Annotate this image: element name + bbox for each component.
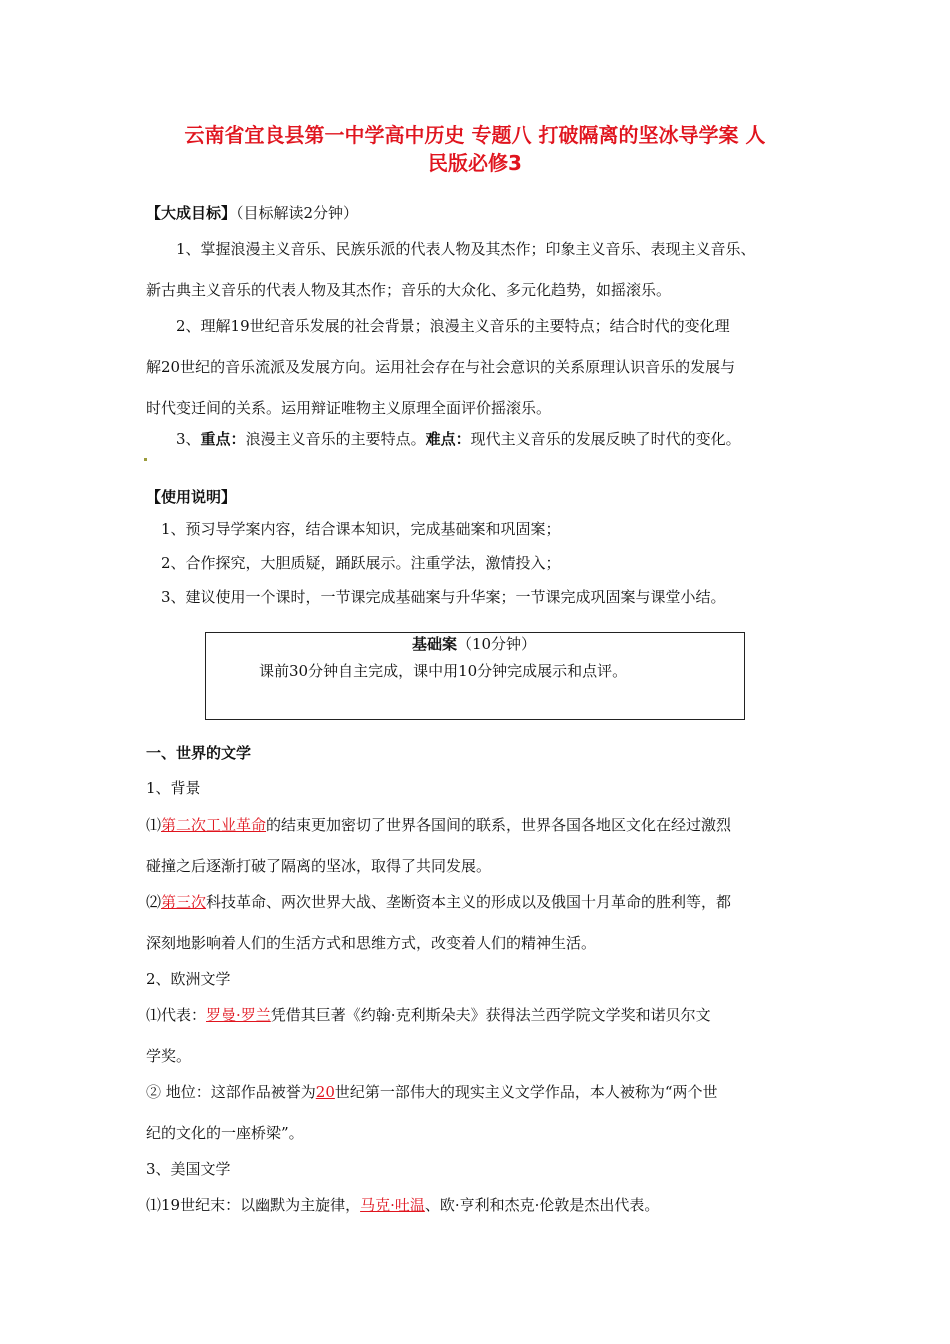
section-1-sub-1: 1、背景 xyxy=(146,779,201,797)
usage-item-1: 1、预习导学案内容，结合课本知识，完成基础案和巩固案； xyxy=(161,520,561,538)
blank-answer-romain-rolland: 罗曼·罗兰 xyxy=(206,1006,271,1024)
section-1-sub-3: 3、美国文学 xyxy=(146,1160,231,1178)
para-3-prefix: ⑴代表： xyxy=(146,1006,207,1024)
para-4-prefix: ② 地位：这部作品被誉为 xyxy=(146,1083,316,1101)
para-1-prefix: ⑴ xyxy=(146,816,162,834)
europe-para-2-line-2: 纪的文化的一座桥梁”。 xyxy=(146,1124,304,1142)
blank-answer-mark-twain: 马克·吐温 xyxy=(360,1196,425,1214)
stray-mark xyxy=(144,458,147,461)
para-2-prefix: ⑵ xyxy=(146,893,162,911)
para-5-text: 、欧·亨利和杰克·伦敦是杰出代表。 xyxy=(424,1196,660,1214)
basic-case-title: 基础案 xyxy=(411,635,457,653)
europe-para-2-line-1 xyxy=(146,1082,718,1102)
section-1-heading: 一、世界的文学 xyxy=(146,744,252,762)
america-para-1 xyxy=(146,1195,659,1215)
goal-item-1-line-2: 新古典主义音乐的代表人物及其杰作；音乐的大众化、多元化趋势，如摇滚乐。 xyxy=(146,281,672,299)
difficulty-label: 难点： xyxy=(425,430,471,448)
background-para-1-line-1 xyxy=(146,815,731,835)
background-para-2-line-2: 深刻地影响着人们的生活方式和思维方式，改变着人们的精神生活。 xyxy=(146,934,597,952)
usage-heading: 【使用说明】 xyxy=(146,488,237,506)
usage-item-3: 3、建议使用一个课时，一节课完成基础案与升华案；一节课完成巩固案与课堂小结。 xyxy=(161,588,726,606)
para-3-text: 凭借其巨著《约翰·克利斯朵夫》获得法兰西学院文学奖和诺贝尔文 xyxy=(270,1006,711,1024)
goals-heading-row xyxy=(146,203,358,223)
blank-answer-industrial-revolution: 第二次工业革命 xyxy=(161,816,267,834)
usage-item-2: 2、合作探究，大胆质疑，踊跃展示。注重学法，激情投入； xyxy=(161,554,561,572)
goal-item-3-prefix: 3、 xyxy=(176,430,201,448)
europe-para-1-line-1 xyxy=(146,1005,711,1025)
document-title-line-2: 民版必修3 xyxy=(428,151,522,175)
background-para-2-line-1 xyxy=(146,892,731,912)
basic-case-title-note: （10分钟） xyxy=(456,635,537,653)
goals-heading: 【大成目标】 xyxy=(146,204,237,222)
goal-item-3 xyxy=(176,429,741,449)
europe-para-1-line-2: 学奖。 xyxy=(146,1047,192,1065)
goals-heading-note: （目标解读2分钟） xyxy=(236,204,359,222)
key-point-text: 浪漫主义音乐的主要特点。 xyxy=(245,430,426,448)
goal-item-2-line-3: 时代变迁间的关系。运用辩证唯物主义原理全面评价摇滚乐。 xyxy=(146,399,552,417)
blank-answer-20: 20 xyxy=(315,1083,335,1101)
blank-answer-third: 第三次 xyxy=(161,893,207,911)
para-2-text: 科技革命、两次世界大战、垄断资本主义的形成以及俄国十月革命的胜利等，都 xyxy=(206,893,732,911)
para-1-text: 的结束更加密切了世界各国间的联系，世界各国各地区文化在经过激烈 xyxy=(266,816,732,834)
background-para-1-line-2: 碰撞之后逐渐打破了隔离的坚冰，取得了共同发展。 xyxy=(146,857,492,875)
goal-item-1-line-1: 1、掌握浪漫主义音乐、民族乐派的代表人物及其杰作；印象主义音乐、表现主义音乐、 xyxy=(176,240,756,258)
section-1-sub-2: 2、欧洲文学 xyxy=(146,970,231,988)
para-5-prefix: ⑴19世纪末：以幽默为主旋律， xyxy=(146,1196,361,1214)
key-point-label: 重点： xyxy=(200,430,246,448)
goal-item-2-line-1: 2、理解19世纪音乐发展的社会背景；浪漫主义音乐的主要特点；结合时代的变化理 xyxy=(176,317,730,335)
difficulty-text: 现代主义音乐的发展反映了时代的变化。 xyxy=(470,430,741,448)
para-4-text: 世纪第一部伟大的现实主义文学作品，本人被称为“两个世 xyxy=(334,1083,718,1101)
basic-case-title-row xyxy=(205,634,743,654)
document-title-line-1: 云南省宜良县第一中学高中历史 专题八 打破隔离的坚冰导学案 人 xyxy=(184,123,766,147)
basic-case-text: 课前30分钟自主完成，课中用10分钟完成展示和点评。 xyxy=(259,662,628,680)
goal-item-2-line-2: 解20世纪的音乐流派及发展方向。运用社会存在与社会意识的关系原理认识音乐的发展与 xyxy=(146,358,736,376)
